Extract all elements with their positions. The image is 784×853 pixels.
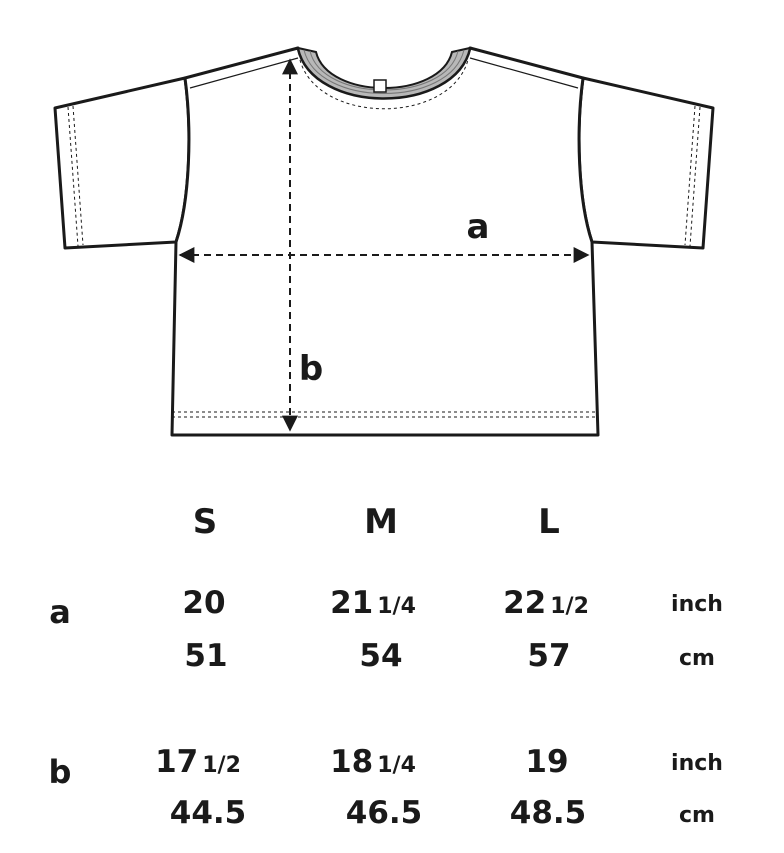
size-header-l: L xyxy=(538,502,560,542)
value-a-s-cm: 51 xyxy=(184,638,228,674)
value-a-m-inch: 21 1/4 xyxy=(330,585,416,621)
value-b-s-inch: 17 1/2 xyxy=(155,744,241,780)
value-b-l-cm: 48.5 xyxy=(509,795,587,831)
value-a-l-inch: 22 1/2 xyxy=(503,585,589,621)
value-a-l-cm: 57 xyxy=(527,638,571,674)
value-b-m-cm: 46.5 xyxy=(345,795,423,831)
size-header-s: S xyxy=(192,502,218,542)
unit-b-inch: inch xyxy=(671,751,723,776)
left-sleeve xyxy=(55,78,189,248)
row-label-a: a xyxy=(49,593,71,631)
unit-a-inch: inch xyxy=(671,592,723,617)
value-a-m-cm: 54 xyxy=(359,638,403,674)
value-b-l-inch: 19 xyxy=(525,744,569,780)
right-sleeve xyxy=(579,78,713,248)
size-header-m: M xyxy=(364,502,398,542)
neck-label xyxy=(374,80,386,92)
measurement-b-label: b xyxy=(298,349,324,389)
measurement-a-label: a xyxy=(466,207,490,247)
unit-b-cm: cm xyxy=(679,803,715,828)
row-label-b: b xyxy=(48,753,72,791)
unit-a-cm: cm xyxy=(679,646,715,671)
shirt-body xyxy=(172,48,598,435)
value-b-s-cm: 44.5 xyxy=(169,795,247,831)
value-a-s-inch: 20 xyxy=(182,585,226,621)
value-b-m-inch: 18 1/4 xyxy=(330,744,416,780)
